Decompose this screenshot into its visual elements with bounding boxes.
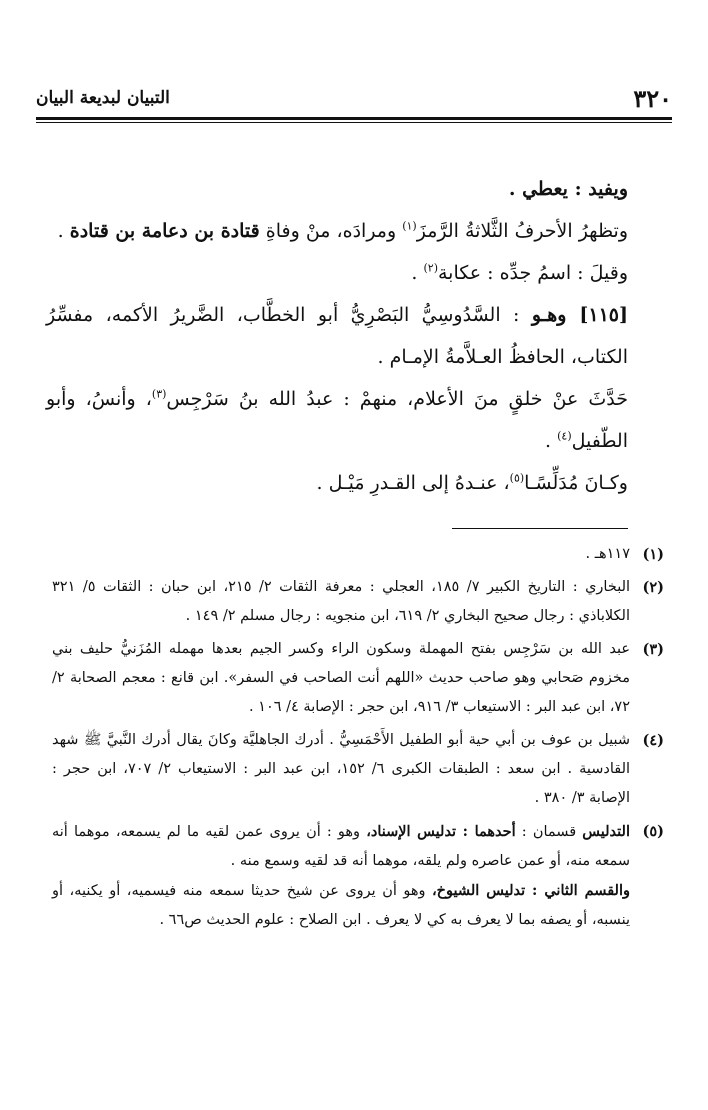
text-span: ومرادَه، منْ وفاةِ	[259, 220, 403, 242]
bold-term: والقسم الثاني : تدليس الشيوخ،	[432, 882, 630, 899]
text-span: وقيلَ : اسمُ جدِّه : عكابة	[438, 262, 628, 284]
footnote-line	[52, 876, 630, 935]
paragraph-6	[46, 462, 662, 504]
text-span: .	[57, 220, 70, 242]
text-span: ، عنـدهُ إلى القـدرِ مَيْـل .	[316, 472, 510, 494]
text-span: حَدَّثَ عنْ خلقٍ منَ الأعلام، منهمْ : عبدُ الله بنُ سَرْجِس	[166, 388, 628, 410]
main-text	[46, 168, 662, 504]
footnote-number: (٢)	[642, 579, 664, 596]
paragraph-1: ويفيد : يعطي .	[508, 178, 628, 200]
footnotes	[52, 540, 664, 939]
text-span: ، وأنسُ، وأبو الطّفيل	[46, 388, 628, 452]
footnote-ref: (٣)	[151, 387, 167, 401]
footnote-ref: (٤)	[557, 429, 572, 443]
header-rule-thin	[36, 122, 672, 123]
bold-term: أحدهما : تدليس الإسناد،	[366, 823, 516, 840]
footnote-3	[52, 635, 664, 722]
footnote-number: (٤)	[642, 732, 664, 749]
footnote-ref: (١)	[402, 219, 417, 233]
paragraph-2	[46, 210, 662, 252]
footnote-2	[52, 573, 664, 631]
footnote-4	[52, 726, 664, 813]
footnote-text	[52, 817, 630, 935]
text-span: وهو أن يروى عن شيخ حديثا سمعه منه فيسميه، أو يكنيه، أو ينسبه، أو يصفه بما لا يعرف به كي لا يعرف . ابن الصلاح : علوم الحديث ص٦٦ .	[52, 883, 630, 928]
footnote-number: (٣)	[642, 641, 664, 658]
text-span: : السَّدُوسِيُّ البَصْرِيُّ أبو الخطَّاب، الضَّريرُ الأكمه، مفسِّرُ الكتاب، الحافظُ العـلاَّمةُ الإمـام .	[46, 304, 628, 368]
header-rule-thick	[36, 117, 672, 120]
bold-term: التدليس	[582, 823, 630, 840]
bold-name: قتادة بن دعامة بن قتادة	[69, 220, 260, 242]
footnote-number: (١)	[642, 546, 664, 563]
footnote-text: عبد الله بن سَرْجِس بفتح المهملة وسكون الراء وكسر الجيم بعدها مهمله المُزَنيُّ حليف بني مخزوم صَحابي وهو صاحب حديث «اللهم أنت الصاحب في السفر». ابن قانع : معجم الصحابة ٢/ ٧٢، ابن عبد البر : الاستيعاب ٣/ ٩١٦، ابن حجر : الإصابة ٤/ ١٠٦ .	[52, 641, 630, 715]
text-span: .	[411, 262, 424, 284]
footnote-1	[52, 540, 664, 569]
footnote-separator	[452, 528, 628, 529]
page-number: ٣٢٠	[633, 84, 672, 113]
running-header	[36, 84, 672, 114]
text-span: قسمان :	[515, 824, 583, 840]
footnote-text: شبيل بن عوف بن أبي حية أبو الطفيل الأَحْمَسِيُّ . أدرك الجاهليَّة وكانَ يقال أدرك النَّبيَّ ﷺ شهد القادسية . ابن سعد : الطبقات الكبرى ٦/ ١٥٢، ابن عبد البر : الاستيعاب ٢/ ٧٠٧، ابن حجر : الإصابة ٣/ ٣٨٠ .	[52, 732, 631, 806]
text-span: وهو : أن يروى عمن لقيه ما لم يسمعه، موهما أنه سمعه منه، أو عمن عاصره ولم يلقه، موهما أنه قد لقيه وسمع منه .	[52, 824, 630, 869]
footnote-5	[52, 817, 664, 935]
text-span: وكـانَ مُدَلِّسًـا	[524, 472, 628, 494]
footnote-number: (٥)	[642, 823, 664, 840]
entry-number: [١١٥] وهـو	[531, 304, 628, 326]
paragraph-5	[46, 378, 662, 462]
text-span: .	[545, 430, 558, 452]
paragraph-4	[46, 294, 662, 378]
footnote-line	[52, 817, 630, 876]
footnote-text: البخاري : التاريخ الكبير ٧/ ١٨٥، العجلي : معرفة الثقات ٢/ ٢١٥، ابن حبان : الثقات ٥/ ٣٢١ الكلاباذي : رجال صحيح البخاري ٢/ ٦١٩، ابن منجويه : رجال مسلم ٢/ ١٤٩ .	[52, 579, 631, 624]
footnote-ref: (٢)	[423, 261, 438, 275]
footnote-text: ١١٧هـ .	[585, 546, 630, 562]
paragraph-3	[46, 252, 662, 294]
footnote-ref: (٥)	[509, 471, 525, 485]
book-title: التبيان لبديعة البيان	[36, 88, 170, 108]
text-span: وتظهرُ الأحرفُ الثَّلاثةُ الرَّمزَ	[416, 220, 628, 242]
